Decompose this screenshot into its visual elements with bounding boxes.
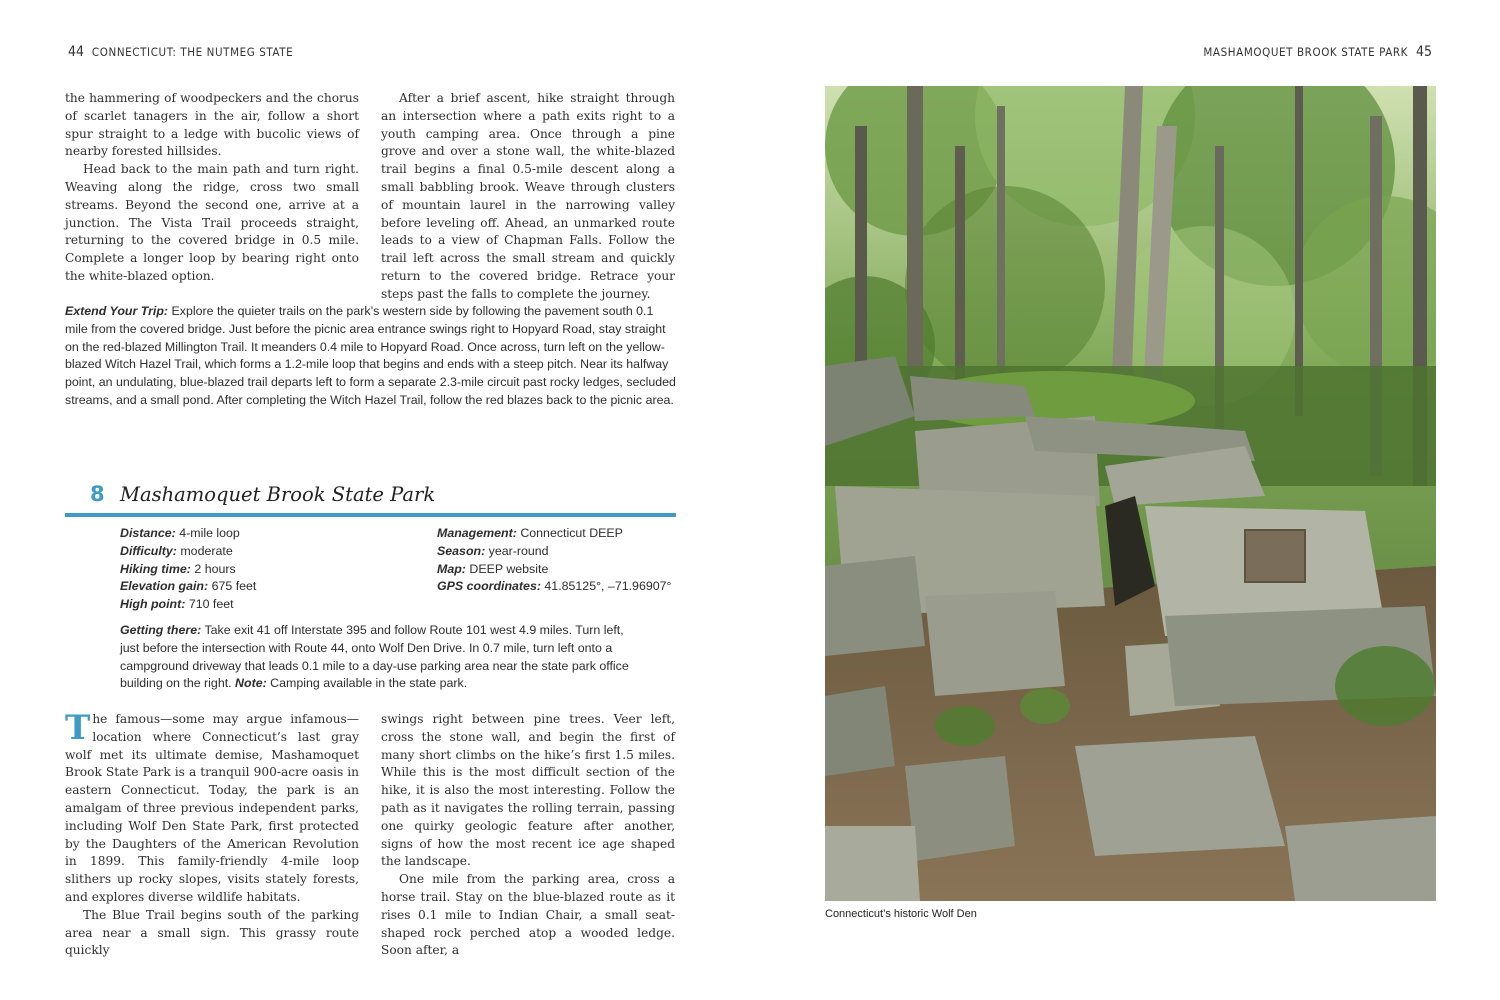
fact-label: Management: [437, 526, 517, 540]
fact-value: 675 feet [208, 579, 257, 594]
fact-value: year-round [485, 543, 549, 558]
fact-row [120, 578, 420, 596]
fact-row [437, 561, 687, 579]
fact-label: Hiking time: [120, 561, 191, 576]
photo-caption: Connecticut’s historic Wolf Den [825, 908, 977, 920]
paragraph [65, 708, 359, 907]
fact-label: Distance: [120, 526, 176, 540]
fact-row [120, 561, 420, 579]
hike-title: Mashamoquet Brook State Park [120, 483, 436, 506]
note-label: Note: [235, 676, 267, 691]
fact-row [120, 543, 420, 561]
top-column-left [65, 90, 359, 286]
running-head-left [64, 44, 293, 60]
running-head-title: CONNECTICUT: THE NUTMEG STATE [91, 45, 294, 59]
extend-text: Explore the quieter trails on the park’s western side by following the pavement south 0.1 mile from the covered bridge. Just before the picnic area entrance swings right to Hopyard Road, stay straight on the red-blazed Millington Trail. It meanders 0.4 mile to Hopyard Road. Once across, turn left on the yellow-blazed Witch Hazel Trail, which forms a 1.2-mile loop that begins and ends with a steep pitch. Near its halfway point, an undulating, blue-blazed trail departs left to form a separate 2.3-mile circuit past rocky ledges, secluded streams, and a small pond. After completing the Witch Hazel Trail, follow the red blazes back to the picnic area. [65, 304, 676, 407]
fact-label: Season: [437, 543, 486, 558]
getting-text: Take exit 41 off Interstate 395 and follow Route 101 west 4.9 miles. Turn left, just before the intersection with Route 44, onto Wolf Den Drive. In 0.7 mile, turn left onto a campground driveway that leads 0.1 mile to a day-use parking area near the state park office building on the right. [120, 623, 629, 691]
note-text: Camping available in the state park. [266, 676, 468, 691]
running-head-right [1203, 44, 1436, 60]
fact-label: Map: [437, 561, 466, 576]
hike-facts-right [437, 525, 687, 596]
hike-facts-left [120, 525, 420, 614]
paragraph: The Blue Trail begins south of the parking area near a small sign. This grassy route quickly [65, 907, 359, 958]
fact-value: DEEP website [465, 561, 549, 576]
fact-label: GPS coordinates: [437, 579, 541, 594]
running-head-title: MASHAMOQUET BROOK STATE PARK [1203, 45, 1409, 59]
top-column-right [381, 90, 675, 304]
paragraph: Head back to the main path and turn right. Weaving along the ridge, cross two small streams. Beyond the second one, arrive at a junction. The Vista Trail proceeds straight, returning to the covered bridge in 0.5 mile. Complete a longer loop by bearing right onto the white-blazed option. [65, 162, 359, 283]
paragraph: the hammering of woodpeckers and the chorus of scarlet tanagers in the air, follow a short spur straight to a ledge with bucolic views of nearby forested hillsides. [65, 91, 359, 159]
fact-label: Difficulty: [120, 543, 177, 558]
forest-wolf-den-photo [825, 86, 1436, 901]
fact-row [437, 543, 687, 561]
body-column-right [381, 711, 675, 960]
fact-value: Connecticut DEEP [516, 526, 623, 540]
fact-value: 710 feet [185, 597, 234, 612]
fact-value: moderate [176, 543, 233, 558]
fact-row [120, 596, 420, 614]
fact-value: 4-mile loop [175, 526, 240, 540]
getting-there [120, 622, 645, 693]
paragraph-text: he famous—some may argue infamous—location where Connecticut’s last gray wolf met its ultimate demise, Mashamoquet Brook State Park is a tranquil 900-acre oasis in eastern Connecticut. Today, the park is an amalgam of three previous independent parks, including Wolf Den State Park, first protected by the Daughters of the American Revolution in 1899. This family-friendly 4-mile loop slithers up rocky slopes, visits stately forests, and explores diverse wildlife habitats. [65, 712, 359, 904]
title-rule [65, 513, 676, 517]
fact-row [437, 525, 687, 543]
right-page [750, 0, 1500, 1000]
extend-label: Extend Your Trip: [65, 304, 169, 318]
extend-your-trip [65, 303, 679, 410]
fact-label: Elevation gain: [120, 579, 209, 594]
getting-label: Getting there: [120, 623, 202, 637]
fact-label: High point: [120, 597, 186, 612]
hike-number: 8 [90, 482, 105, 506]
fact-row [437, 578, 687, 596]
body-column-left [65, 708, 359, 960]
paragraph: swings right between pine trees. Veer left, cross the stone wall, and begin the first of many short climbs on the hike’s first 1.5 miles. While this is the most difficult section of the hike, it is also the most interesting. Follow the path as it navigates the rolling terrain, passing one quirky geologic feature after another, signs of how the most recent ice age shaped the landscape. [381, 712, 675, 869]
paragraph: After a brief ascent, hike straight through an intersection where a path exits right to a youth camping area. Once through a pine grove and over a stone wall, the white-blazed trail begins a final 0.5-mile descent along a small babbling brook. Weave through clusters of mountain laurel in the narrowing valley before leveling off. Ahead, an unmarked route leads to a view of Chapman Falls. Follow the trail left across the small stream and quickly return to the covered bridge. Retrace your steps past the falls to complete the journey. [381, 91, 675, 301]
drop-cap: T [65, 708, 91, 748]
hike-header [65, 482, 676, 518]
fact-row [120, 525, 420, 543]
paragraph: One mile from the parking area, cross a horse trail. Stay on the blue-blazed route as it rises 0.1 mile to Indian Chair, a small seat-shaped rock perched atop a wooded ledge. Soon after, a [381, 872, 675, 958]
page-number: 44 [68, 44, 85, 60]
page-number: 45 [1415, 44, 1432, 60]
fact-value: 2 hours [190, 561, 236, 576]
fact-value: 41.85125°, –71.96907° [540, 579, 672, 594]
